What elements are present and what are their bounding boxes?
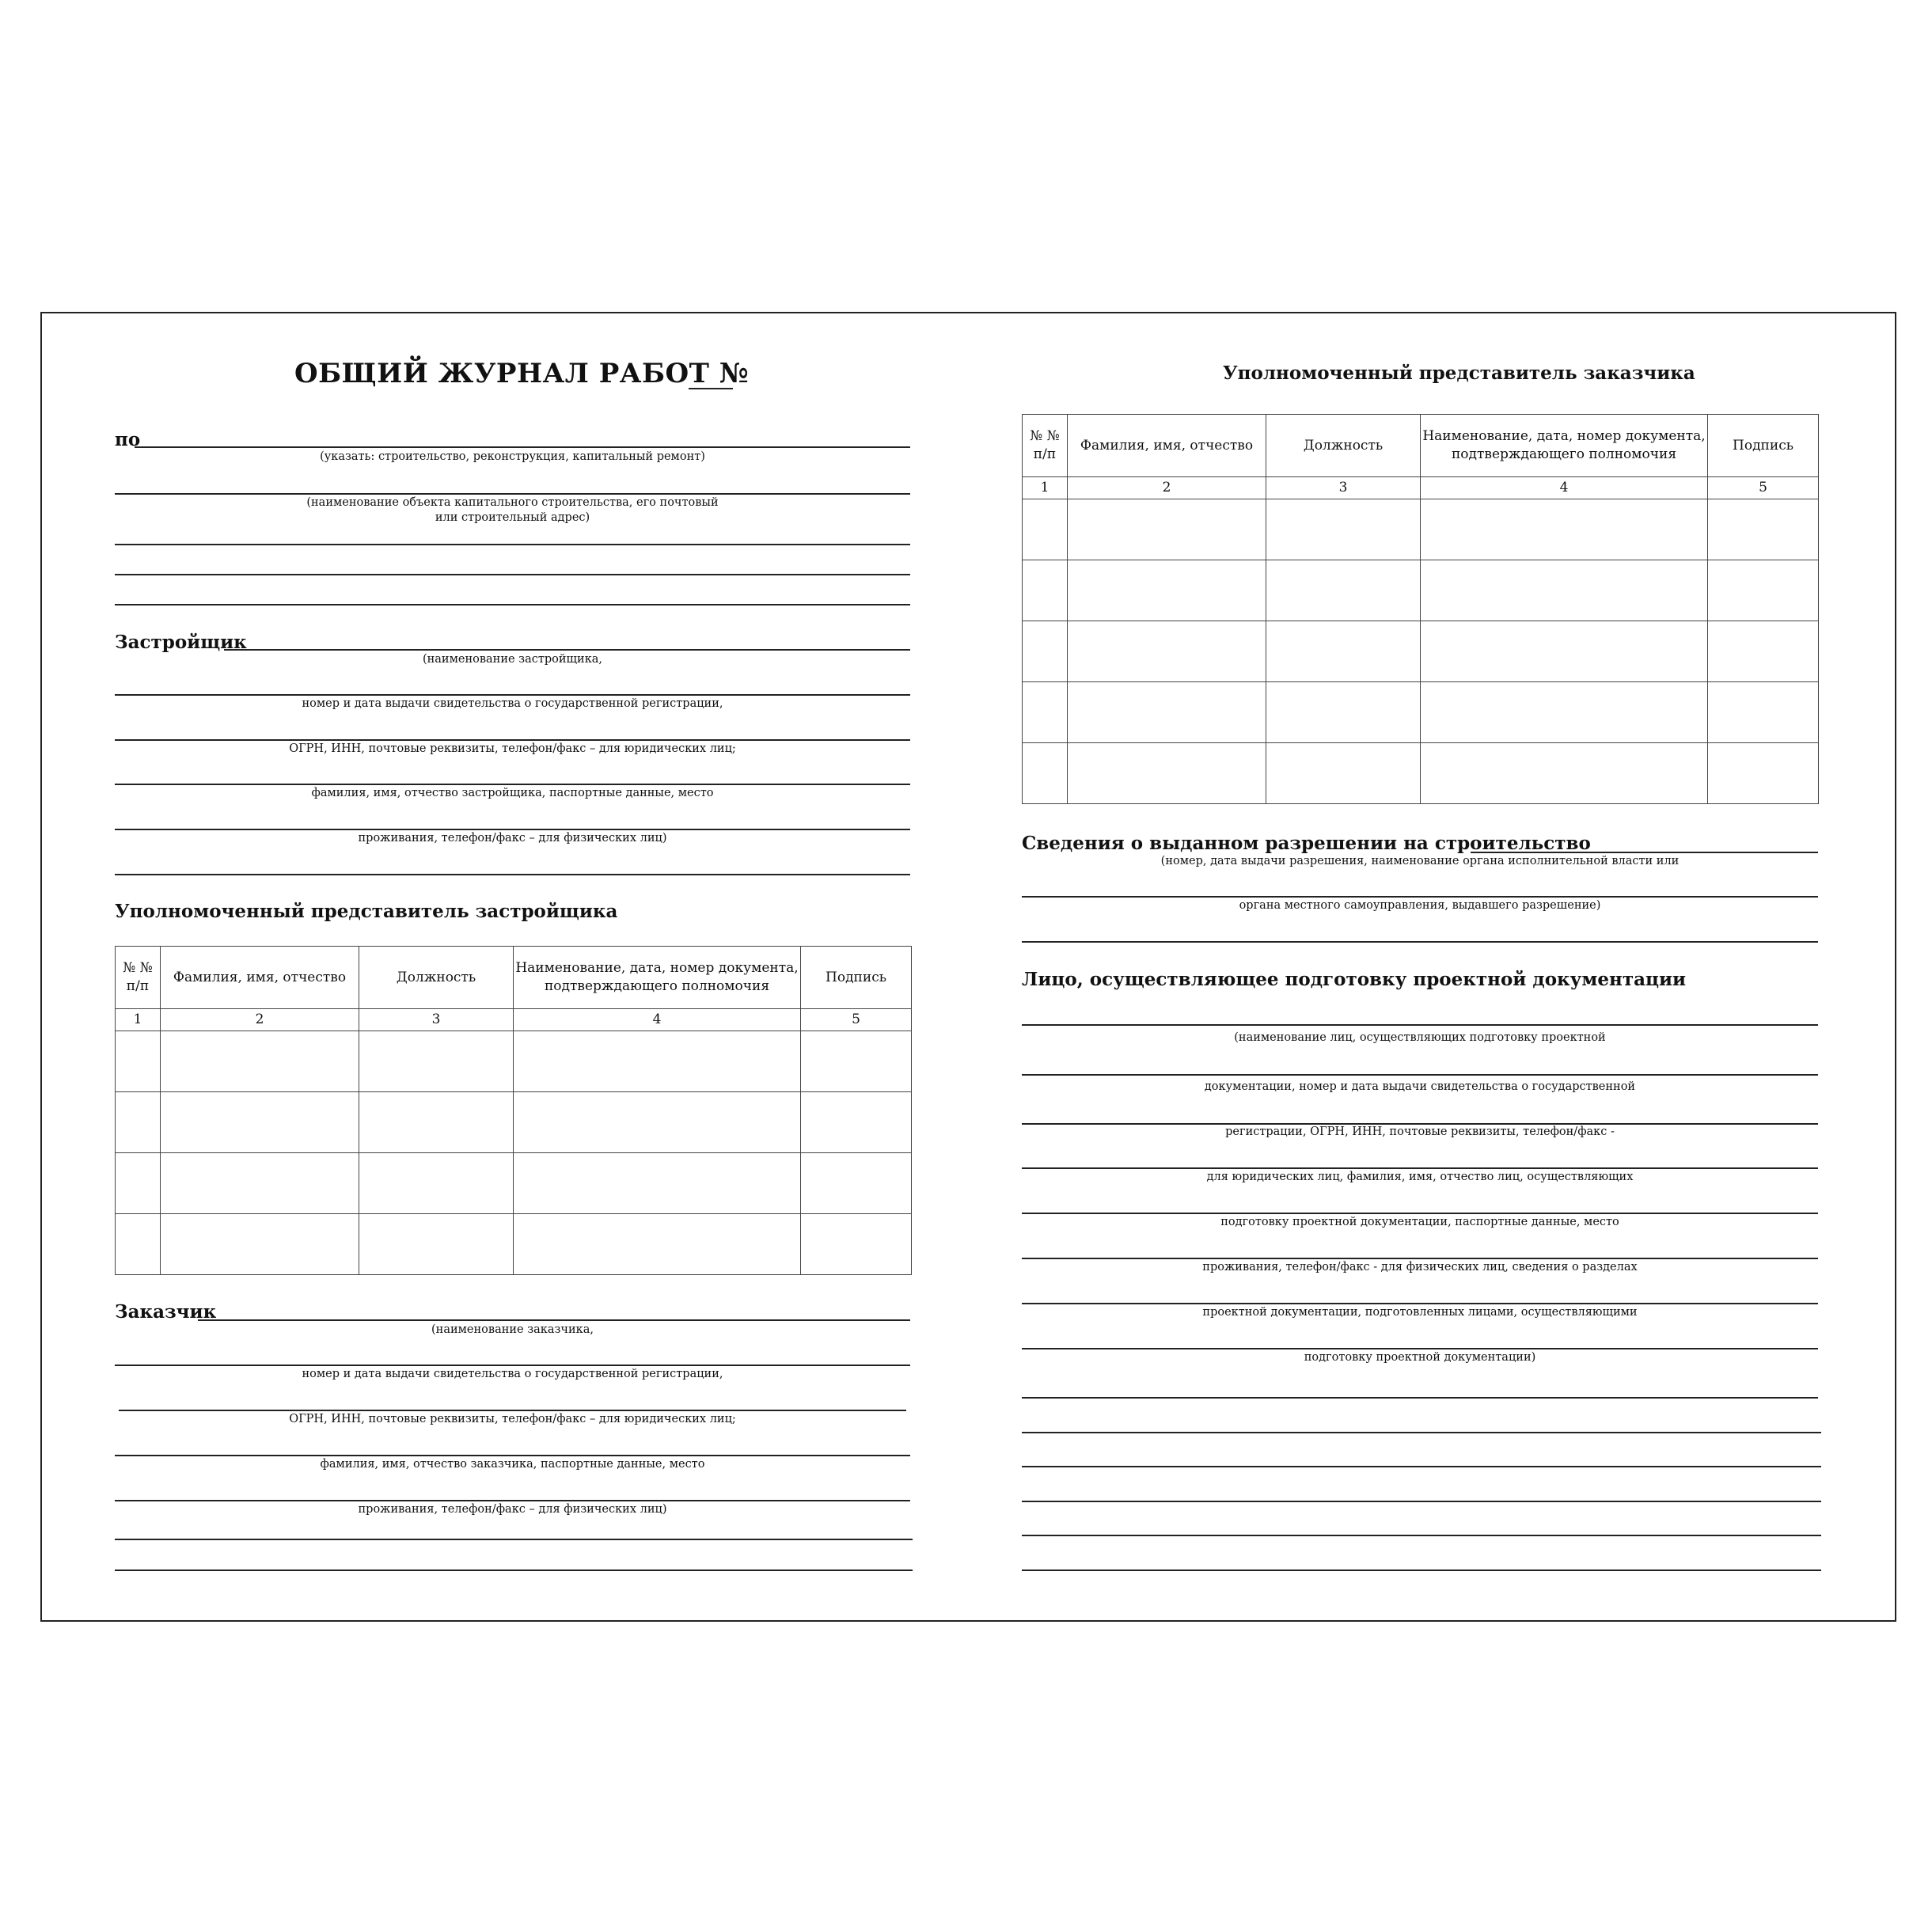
- permit-heading: Сведения о выданном разрешении на строительство: [1022, 833, 1591, 854]
- table-cell[interactable]: [801, 1214, 912, 1275]
- table-row: [116, 1214, 912, 1275]
- table-cell[interactable]: [359, 1153, 514, 1214]
- design-field-4[interactable]: [1022, 1167, 1818, 1169]
- table-cell[interactable]: [1023, 682, 1068, 743]
- table-number-row: [1023, 477, 1819, 499]
- col-header-signature: Подпись: [1708, 415, 1819, 477]
- customer-rep-heading: Уполномоченный представитель заказчика: [1223, 362, 1695, 384]
- table-cell[interactable]: [1421, 682, 1708, 743]
- col-number: 5: [801, 1009, 912, 1031]
- design-field-13[interactable]: [1022, 1535, 1821, 1536]
- customer-field-6[interactable]: [115, 1539, 913, 1540]
- design-note-2: документации, номер и дата выдачи свидетельства о государственной: [1204, 1080, 1636, 1093]
- design-field-14[interactable]: [1022, 1570, 1821, 1571]
- table-cell[interactable]: [359, 1092, 514, 1153]
- table-cell[interactable]: [801, 1153, 912, 1214]
- table-cell[interactable]: [1708, 621, 1819, 682]
- developer-field-6[interactable]: [115, 874, 910, 875]
- design-field-11[interactable]: [1022, 1466, 1821, 1467]
- table-cell[interactable]: [116, 1214, 161, 1275]
- developer-field-2[interactable]: [115, 694, 910, 696]
- col-header-position: Должность: [359, 947, 514, 1009]
- design-field-2[interactable]: [1022, 1074, 1818, 1076]
- table-number-row: [116, 1009, 912, 1031]
- col-header-position: Должность: [1266, 415, 1421, 477]
- table-cell[interactable]: [161, 1031, 359, 1092]
- table-cell[interactable]: [1068, 621, 1266, 682]
- customer-note-4: фамилия, имя, отчество заказчика, паспортные данные, место: [320, 1458, 705, 1471]
- permit-field-2[interactable]: [1022, 896, 1818, 898]
- col-header-fio: Фамилия, имя, отчество: [1068, 415, 1266, 477]
- table-row: [116, 1153, 912, 1214]
- customer-field-3[interactable]: [119, 1410, 906, 1411]
- col-header-number: № № п/п: [1023, 415, 1068, 477]
- table-cell[interactable]: [1068, 682, 1266, 743]
- table-cell[interactable]: [161, 1153, 359, 1214]
- table-cell[interactable]: [161, 1214, 359, 1275]
- design-field-6[interactable]: [1022, 1258, 1818, 1259]
- permit-field-1[interactable]: [1471, 852, 1818, 853]
- table-row: [1023, 682, 1819, 743]
- po-note-2: (наименование объекта капитального строительства, его почтовый: [306, 496, 719, 509]
- developer-rep-table: [115, 946, 912, 1275]
- table-cell[interactable]: [1708, 682, 1819, 743]
- design-note-3: регистрации, ОГРН, ИНН, почтовые реквизиты, телефон/факс -: [1225, 1125, 1615, 1138]
- table-cell[interactable]: [1068, 499, 1266, 560]
- developer-note-2: номер и дата выдачи свидетельства о государственной регистрации,: [302, 697, 723, 710]
- developer-field-5[interactable]: [115, 829, 910, 830]
- table-row: [1023, 743, 1819, 804]
- customer-field-1[interactable]: [198, 1319, 910, 1321]
- po-note-3: или строительный адрес): [435, 511, 590, 524]
- col-number: 4: [1421, 477, 1708, 499]
- table-cell[interactable]: [1266, 743, 1421, 804]
- po-note-1: (указать: строительство, реконструкция, капитальный ремонт): [320, 450, 705, 463]
- design-note-5: подготовку проектной документации, паспортные данные, место: [1220, 1216, 1619, 1228]
- col-number: 4: [514, 1009, 801, 1031]
- developer-note-1: (наименование застройщика,: [422, 653, 603, 666]
- col-header-document: Наименование, дата, номер документа, подтверждающего полномочия: [1421, 415, 1708, 477]
- po-field-3[interactable]: [115, 544, 910, 545]
- developer-note-3: ОГРН, ИНН, почтовые реквизиты, телефон/факс – для юридических лиц;: [289, 742, 736, 755]
- table-cell[interactable]: [514, 1153, 801, 1214]
- table-cell[interactable]: [1068, 743, 1266, 804]
- table-row: [116, 1092, 912, 1153]
- col-number: 1: [1023, 477, 1068, 499]
- table-cell[interactable]: [161, 1092, 359, 1153]
- col-number: 2: [1068, 477, 1266, 499]
- design-note-7: проектной документации, подготовленных лицами, осуществляющими: [1202, 1306, 1638, 1319]
- table-cell[interactable]: [1421, 743, 1708, 804]
- po-field-1[interactable]: [135, 446, 910, 448]
- table-cell[interactable]: [801, 1031, 912, 1092]
- table-cell[interactable]: [1708, 743, 1819, 804]
- developer-rep-heading: Уполномоченный представитель застройщика: [115, 901, 618, 922]
- po-field-4[interactable]: [115, 574, 910, 575]
- customer-field-7[interactable]: [115, 1570, 913, 1571]
- table-cell[interactable]: [1708, 560, 1819, 621]
- journal-number-field[interactable]: [689, 388, 733, 389]
- table-header-row: [1023, 415, 1819, 477]
- table-cell[interactable]: [1266, 621, 1421, 682]
- table-row: [1023, 499, 1819, 560]
- po-label: по: [115, 429, 141, 450]
- design-field-1[interactable]: [1022, 1024, 1818, 1026]
- developer-field-1[interactable]: [224, 649, 910, 651]
- table-cell[interactable]: [1266, 499, 1421, 560]
- table-cell[interactable]: [514, 1092, 801, 1153]
- table-cell[interactable]: [359, 1031, 514, 1092]
- col-number: 3: [1266, 477, 1421, 499]
- table-cell[interactable]: [1023, 560, 1068, 621]
- table-cell[interactable]: [1266, 682, 1421, 743]
- table-row: [116, 1031, 912, 1092]
- col-number: 1: [116, 1009, 161, 1031]
- table-cell[interactable]: [1421, 621, 1708, 682]
- developer-note-5: проживания, телефон/факс – для физических лиц): [358, 832, 667, 845]
- table-row: [1023, 621, 1819, 682]
- developer-note-4: фамилия, имя, отчество застройщика, паспортные данные, место: [311, 787, 714, 799]
- col-number: 2: [161, 1009, 359, 1031]
- table-cell[interactable]: [116, 1031, 161, 1092]
- col-header-signature: Подпись: [801, 947, 912, 1009]
- customer-field-5[interactable]: [115, 1500, 910, 1501]
- table-cell[interactable]: [116, 1153, 161, 1214]
- col-header-fio: Фамилия, имя, отчество: [161, 947, 359, 1009]
- permit-note-2: органа местного самоуправления, выдавшего разрешение): [1239, 899, 1601, 912]
- design-note-1: (наименование лиц, осуществляющих подготовку проектной: [1234, 1031, 1606, 1044]
- design-field-5[interactable]: [1022, 1213, 1818, 1214]
- col-number: 5: [1708, 477, 1819, 499]
- po-field-5[interactable]: [115, 604, 910, 605]
- table-cell[interactable]: [1023, 743, 1068, 804]
- col-number: 3: [359, 1009, 514, 1031]
- table-cell[interactable]: [801, 1092, 912, 1153]
- design-heading: Лицо, осуществляющее подготовку проектной документации: [1022, 969, 1687, 990]
- table-cell[interactable]: [1023, 621, 1068, 682]
- table-cell[interactable]: [116, 1092, 161, 1153]
- permit-field-3[interactable]: [1022, 941, 1818, 943]
- customer-field-4[interactable]: [115, 1455, 910, 1456]
- table-cell[interactable]: [1068, 560, 1266, 621]
- customer-note-1: (наименование заказчика,: [431, 1323, 594, 1336]
- po-field-2[interactable]: [115, 493, 910, 495]
- table-cell[interactable]: [359, 1214, 514, 1275]
- table-cell[interactable]: [1023, 499, 1068, 560]
- customer-note-3: ОГРН, ИНН, почтовые реквизиты, телефон/факс – для юридических лиц;: [289, 1413, 736, 1425]
- developer-field-4[interactable]: [115, 784, 910, 785]
- design-field-8[interactable]: [1022, 1348, 1818, 1349]
- customer-note-5: проживания, телефон/факс – для физических лиц): [358, 1503, 667, 1516]
- customer-rep-table: [1022, 414, 1819, 804]
- col-header-document: Наименование, дата, номер документа, подтверждающего полномочия: [514, 947, 801, 1009]
- page-title: [294, 358, 749, 389]
- design-note-8: подготовку проектной документации): [1304, 1351, 1536, 1364]
- design-field-9[interactable]: [1022, 1397, 1818, 1399]
- table-cell[interactable]: [1266, 560, 1421, 621]
- developer-label: Застройщик: [115, 632, 247, 653]
- design-field-10[interactable]: [1022, 1432, 1821, 1433]
- page-title-text: ОБЩИЙ ЖУРНАЛ РАБОТ №: [294, 358, 750, 389]
- table-cell[interactable]: [514, 1214, 801, 1275]
- table-cell[interactable]: [1421, 499, 1708, 560]
- customer-label: Заказчик: [115, 1301, 217, 1323]
- table-cell[interactable]: [1708, 499, 1819, 560]
- developer-field-3[interactable]: [115, 739, 910, 741]
- design-field-12[interactable]: [1022, 1501, 1821, 1502]
- design-note-6: проживания, телефон/факс - для физических лиц, сведения о разделах: [1202, 1261, 1638, 1273]
- design-field-7[interactable]: [1022, 1303, 1818, 1304]
- table-cell[interactable]: [1421, 560, 1708, 621]
- table-header-row: [116, 947, 912, 1009]
- table-cell[interactable]: [514, 1031, 801, 1092]
- design-note-4: для юридических лиц, фамилия, имя, отчество лиц, осуществляющих: [1206, 1171, 1634, 1183]
- permit-note-1: (номер, дата выдачи разрешения, наименование органа исполнительной власти или: [1160, 855, 1680, 867]
- customer-field-2[interactable]: [115, 1365, 910, 1366]
- customer-note-2: номер и дата выдачи свидетельства о государственной регистрации,: [302, 1368, 723, 1380]
- col-header-number: № № п/п: [116, 947, 161, 1009]
- table-row: [1023, 560, 1819, 621]
